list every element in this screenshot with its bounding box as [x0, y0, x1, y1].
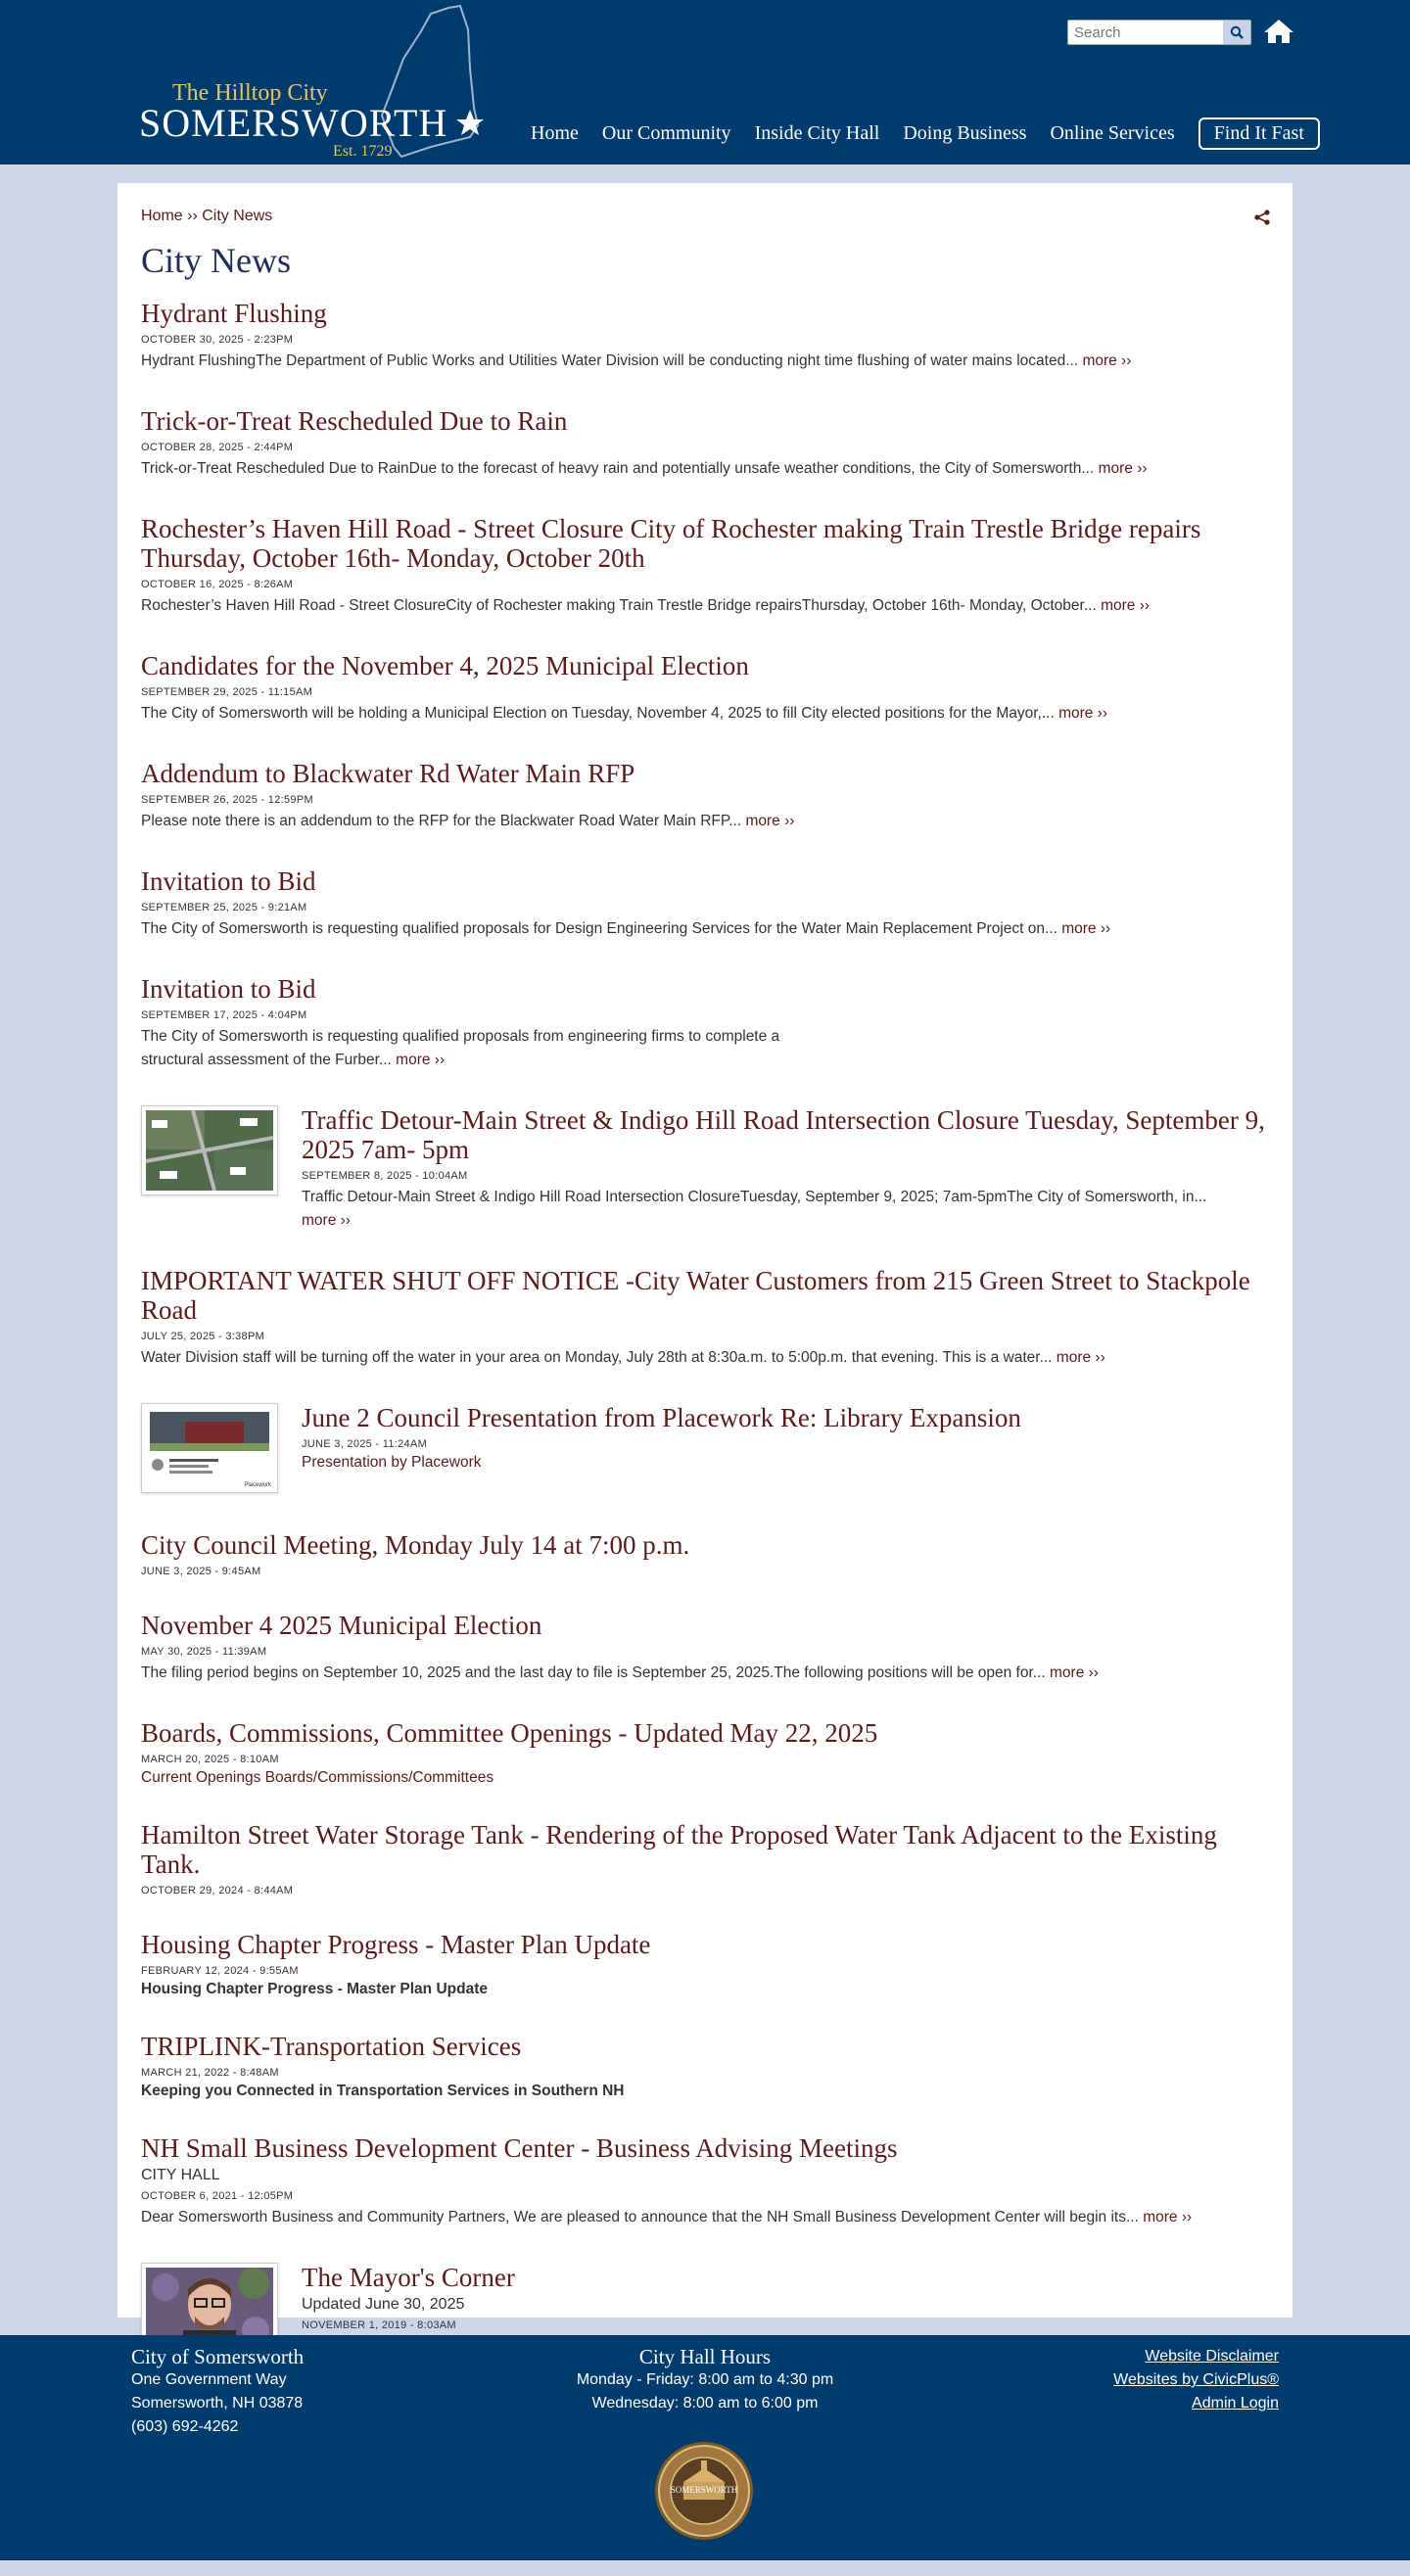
share-icon[interactable]	[1253, 209, 1271, 226]
news-date: OCTOBER 16, 2025 - 8:26AM	[141, 579, 294, 590]
home-icon[interactable]	[1263, 18, 1294, 45]
nav-our-community[interactable]: Our Community	[601, 122, 731, 144]
search-input[interactable]	[1068, 21, 1223, 44]
civicplus-link[interactable]: Websites by CivicPlus®	[1113, 2371, 1279, 2388]
news-title[interactable]: November 4 2025 Municipal Election	[141, 1611, 542, 1640]
news-title[interactable]: Trick-or-Treat Rescheduled Due to Rain	[141, 406, 568, 436]
admin-login-link[interactable]: Admin Login	[1192, 2395, 1279, 2412]
more-link[interactable]: more ››	[1082, 352, 1132, 369]
more-link[interactable]: more ››	[1143, 2209, 1193, 2225]
city-seal	[654, 2441, 754, 2541]
news-desc: Please note there is an addendum to the RFP for the Blackwater Road Water Main RFP...	[141, 813, 742, 829]
news-date: NOVEMBER 1, 2019 - 8:03AM	[302, 2319, 456, 2331]
news-date: JULY 25, 2025 - 3:38PM	[141, 1331, 265, 1342]
map-thumbnail-icon	[146, 1110, 273, 1191]
news-bold-summary: Keeping you Connected in Transportation Services in Southern NH	[141, 2083, 625, 2099]
news-date: SEPTEMBER 29, 2025 - 11:15AM	[141, 686, 313, 698]
more-link[interactable]: more ››	[1061, 920, 1111, 937]
bottom-strip	[0, 2560, 1410, 2576]
news-title[interactable]: IMPORTANT WATER SHUT OFF NOTICE -City Water Customers from 215 Green Street to Stackpole Road	[141, 1266, 1250, 1325]
footer-phone: (603) 692-4262	[131, 2418, 239, 2435]
more-link[interactable]: more ››	[1056, 1349, 1105, 1366]
news-date: MARCH 20, 2025 - 8:10AM	[141, 1754, 279, 1765]
news-desc: Hydrant FlushingThe Department of Public Works and Utilities Water Division will be conducting night time flushing of water mains located...	[141, 352, 1079, 369]
breadcrumb-current[interactable]: City News	[202, 208, 273, 224]
news-item	[141, 1930, 1267, 1998]
site-logo[interactable]	[137, 0, 490, 164]
news-location: CITY HALL	[141, 2167, 220, 2183]
main-nav	[531, 117, 1320, 150]
search-box	[1067, 20, 1251, 45]
news-title[interactable]: TRIPLINK-Transportation Services	[141, 2032, 522, 2061]
news-date: MAY 30, 2025 - 11:39AM	[141, 1646, 267, 1658]
news-desc-line1: The City of Somersworth is requesting qualified proposals from engineering firms to complete a	[141, 1028, 780, 1045]
news-date: OCTOBER 29, 2024 - 8:44AM	[141, 1885, 294, 1897]
news-desc: Traffic Detour-Main Street & Indigo Hill Road Intersection ClosureTuesday, September 9, 2025; 7am-5pmThe City of Somersworth, in...	[302, 1189, 1207, 1205]
openings-link[interactable]: Current Openings Boards/Commissions/Committees	[141, 1769, 494, 1786]
news-desc: Water Division staff will be turning off the water in your area on Monday, July 28th at 8:30a.m. to 5:00p.m. that evening. This is a water...	[141, 1349, 1053, 1366]
news-date: JUNE 3, 2025 - 9:45AM	[141, 1566, 261, 1577]
nav-home[interactable]: Home	[531, 122, 579, 144]
news-date: OCTOBER 28, 2025 - 2:44PM	[141, 442, 294, 453]
news-title[interactable]: City Council Meeting, Monday July 14 at 7:00 p.m.	[141, 1530, 690, 1560]
news-list	[141, 299, 1267, 2413]
seal-text: SOMERSWORTH	[670, 2485, 738, 2495]
news-item	[141, 1718, 1267, 1787]
news-date: SEPTEMBER 17, 2025 - 4:04PM	[141, 1009, 307, 1021]
find-it-fast-button[interactable]: Find It Fast	[1198, 117, 1320, 150]
footer-address1: One Government Way	[131, 2371, 287, 2388]
news-item	[141, 1266, 1267, 1370]
news-desc: The City of Somersworth is requesting qualified proposals for Design Engineering Services for the Water Main Replacement Project on...	[141, 920, 1058, 937]
more-link[interactable]: more ››	[745, 813, 795, 829]
footer-address2: Somersworth, NH 03878	[131, 2395, 304, 2412]
footer-contact	[131, 2345, 304, 2439]
footer-hours	[509, 2345, 901, 2415]
news-title[interactable]: The Mayor's Corner	[302, 2263, 515, 2292]
news-item	[141, 974, 1267, 1072]
news-title[interactable]: Invitation to Bid	[141, 974, 316, 1004]
footer-links	[1113, 2345, 1279, 2415]
news-thumbnail-presentation[interactable]	[141, 1403, 278, 1493]
news-item	[141, 1530, 1267, 1577]
news-date: SEPTEMBER 25, 2025 - 9:21AM	[141, 902, 307, 913]
logo-tagline: The Hilltop City	[172, 80, 328, 106]
more-link[interactable]: more ››	[396, 1052, 446, 1068]
more-link[interactable]: more ››	[1058, 705, 1108, 722]
presentation-link[interactable]: Presentation by Placework	[302, 1454, 482, 1471]
news-item	[141, 299, 1267, 373]
breadcrumb	[141, 208, 272, 225]
news-title[interactable]: Boards, Commissions, Committee Openings - Updated May 22, 2025	[141, 1718, 878, 1748]
news-desc: Rochester’s Haven Hill Road - Street ClosureCity of Rochester making Train Trestle Bridge repairsThursday, October 16th- Monday, October...	[141, 597, 1097, 614]
logo-est: Est. 1729	[333, 143, 393, 160]
news-date: SEPTEMBER 26, 2025 - 12:59PM	[141, 794, 313, 806]
news-title[interactable]: June 2 Council Presentation from Placework Re: Library Expansion	[302, 1403, 1021, 1432]
site-footer	[0, 2335, 1410, 2560]
search-button[interactable]	[1223, 21, 1250, 44]
news-desc: structural assessment of the Furber...	[141, 1052, 392, 1068]
footer-hours-line2: Wednesday: 8:00 am to 6:00 pm	[591, 2395, 819, 2412]
more-link[interactable]: more ››	[302, 1212, 351, 1229]
news-item	[141, 1403, 1267, 1497]
footer-hours-line1: Monday - Friday: 8:00 am to 4:30 pm	[576, 2371, 834, 2388]
news-item	[141, 514, 1267, 618]
news-bold-summary: Housing Chapter Progress - Master Plan Update	[141, 1981, 488, 1997]
news-date: OCTOBER 30, 2025 - 2:23PM	[141, 334, 294, 346]
news-item	[141, 866, 1267, 941]
news-item	[141, 1820, 1267, 1897]
news-date: SEPTEMBER 8, 2025 - 10:04AM	[302, 1170, 468, 1182]
nav-doing-business[interactable]: Doing Business	[903, 122, 1027, 144]
news-desc: Dear Somersworth Business and Community Partners, We are pleased to announce that the NH Small Business Development Center will begin its...	[141, 2209, 1139, 2225]
news-item	[141, 2133, 1267, 2229]
content-card	[118, 183, 1292, 2331]
news-item	[141, 759, 1267, 833]
website-disclaimer-link[interactable]: Website Disclaimer	[1145, 2348, 1279, 2365]
search-icon	[1230, 25, 1244, 39]
news-title[interactable]: Hamilton Street Water Storage Tank - Rendering of the Proposed Water Tank Adjacent to the Existing Tank.	[141, 1820, 1217, 1879]
news-item	[141, 406, 1267, 481]
news-thumbnail-map[interactable]	[141, 1105, 278, 1195]
nav-inside-city-hall[interactable]: Inside City Hall	[754, 122, 880, 144]
news-title[interactable]: Invitation to Bid	[141, 866, 316, 896]
news-item	[141, 1611, 1267, 1685]
logo-name: SOMERSWORTH	[139, 101, 448, 145]
news-date: FEBRUARY 12, 2024 - 9:55AM	[141, 1965, 299, 1977]
news-title[interactable]: Hydrant Flushing	[141, 299, 327, 328]
page-title: City News	[141, 241, 291, 280]
news-updated: Updated June 30, 2025	[302, 2296, 465, 2313]
news-desc: Trick-or-Treat Rescheduled Due to RainDue to the forecast of heavy rain and potentially unsafe weather conditions, the City of Somersworth...	[141, 460, 1095, 477]
news-title[interactable]: Rochester’s Haven Hill Road - Street Closure City of Rochester making Train Trestle Bridge repairs Thursday, October 16th- Monday, October 20th	[141, 514, 1201, 573]
news-item	[141, 651, 1267, 726]
more-link[interactable]: more ››	[1101, 597, 1151, 614]
news-date: MARCH 21, 2022 - 8:48AM	[141, 2067, 279, 2079]
breadcrumb-separator: ››	[187, 208, 198, 224]
news-item	[141, 2032, 1267, 2100]
news-date: JUNE 3, 2025 - 11:24AM	[302, 1438, 428, 1450]
news-date: OCTOBER 6, 2021 - 12:05PM	[141, 2190, 294, 2202]
nav-online-services[interactable]: Online Services	[1050, 122, 1175, 144]
footer-city-name: City of Somersworth	[131, 2345, 305, 2368]
presentation-thumbnail-icon	[146, 1408, 273, 1488]
news-title[interactable]: Candidates for the November 4, 2025 Municipal Election	[141, 651, 749, 680]
news-title[interactable]: Addendum to Blackwater Rd Water Main RFP	[141, 759, 635, 788]
news-desc: The City of Somersworth will be holding a Municipal Election on Tuesday, November 4, 2025 to fill City elected positions for the Mayor,...	[141, 705, 1055, 722]
news-desc: The filing period begins on September 10, 2025 and the last day to file is September 25, 2025.The following positions will be open for...	[141, 1664, 1046, 1681]
site-header	[0, 0, 1410, 164]
news-title[interactable]: Traffic Detour-Main Street & Indigo Hill Road Intersection Closure Tuesday, September 9, 2025 7am- 5pm	[302, 1105, 1265, 1164]
news-item	[141, 1105, 1267, 1233]
more-link[interactable]: more ››	[1098, 460, 1148, 477]
breadcrumb-home[interactable]: Home	[141, 208, 183, 224]
news-title[interactable]: Housing Chapter Progress - Master Plan Update	[141, 1930, 651, 1959]
footer-hours-title: City Hall Hours	[638, 2345, 772, 2368]
more-link[interactable]: more ››	[1050, 1664, 1099, 1681]
thumb-caption: Placework	[244, 1482, 271, 1488]
news-title[interactable]: NH Small Business Development Center - Business Advising Meetings	[141, 2133, 898, 2163]
